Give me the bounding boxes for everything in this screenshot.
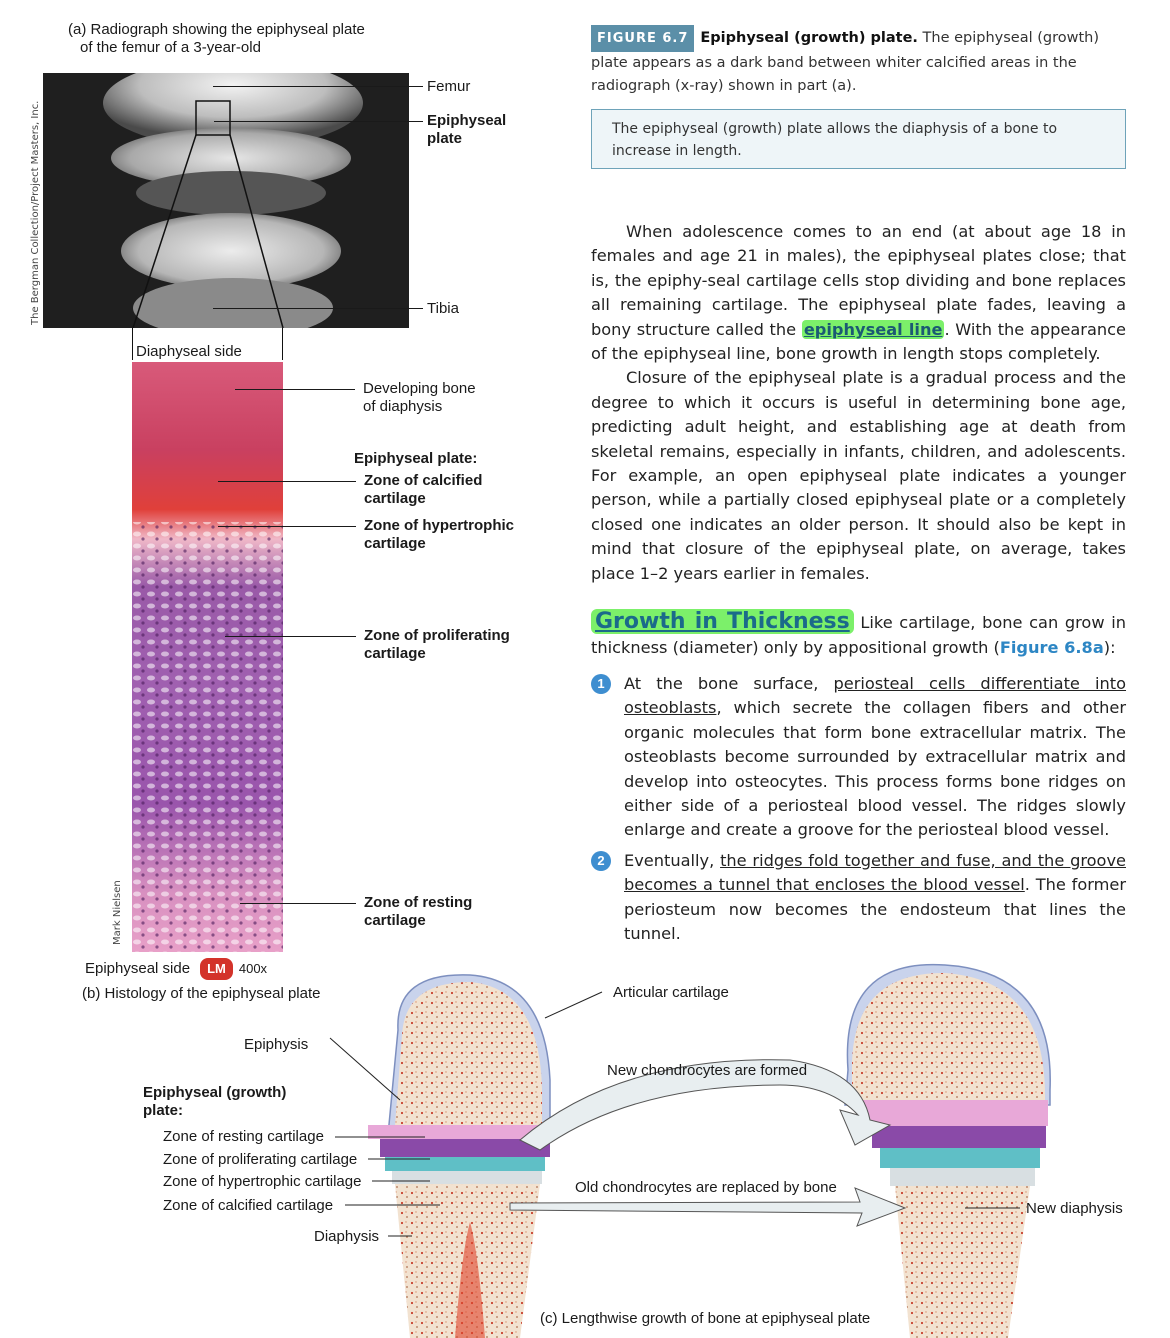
label-diaphysis: Diaphysis [314, 1228, 380, 1245]
label-zone-hypertrophic-cartilage: Zone of hypertrophic cartilage [163, 1173, 362, 1190]
figure-6-8a-link[interactable]: Figure 6.8a [999, 637, 1104, 657]
label-developing-bone-1: Developing bone [363, 380, 476, 397]
label-diaphyseal-side: Diaphyseal side [136, 343, 242, 360]
label-zone-proliferating-1: Zone of proliferating [364, 627, 510, 644]
step-2-badge: 2 [591, 851, 611, 871]
label-new-chondrocytes: New chondrocytes are formed [607, 1062, 808, 1079]
label-epiphyseal-plate-2: plate [427, 130, 463, 147]
p3-text-b: ): [1103, 637, 1116, 657]
key-concept-text: The epiphyseal (growth) plate allows the diaphysis of a bone to increase in length. [612, 121, 1058, 159]
label-growth-plate-2: plate: [143, 1102, 184, 1119]
label-zone-proliferating-cartilage: Zone of proliferating cartilage [163, 1151, 358, 1168]
label-zone-resting-cartilage: Zone of resting cartilage [163, 1128, 324, 1145]
bone-left [368, 975, 552, 1338]
p1-text-b: . With the appearance of the epiphyseal line, bone growth in length stops completely. [591, 319, 1126, 364]
figure-caption [591, 25, 1126, 98]
label-developing-bone-2: of diaphysis [363, 398, 443, 415]
panel-a-title-line2: of the femur of a 3-year-old [80, 39, 261, 56]
label-epiphyseal-plate-heading: Epiphyseal plate: [354, 450, 478, 467]
label-zone-proliferating-2: cartilage [364, 645, 426, 662]
paragraph-2: Closure of the epiphyseal plate is a gradual process and the degree to which it occurs is useful in determining bone age, predicting adult height, and establishing age at death from skeletal remains, especially in infants, children, and adolescents. For example, an open epiphyseal plate indicates a younger person, while a partially closed epiphyseal plate or a completely closed one indicates an older person. It should also be kept in mind that closure of the epiphyseal plate, on average, takes place 1–2 years earlier in females. [591, 368, 1126, 583]
item2-text-b: . The former periosteum now becomes the endosteum that lines the tunnel. [624, 875, 1126, 943]
key-concept-box [591, 109, 1126, 169]
label-femur: Femur [427, 78, 471, 95]
panel-b-caption: (b) Histology of the epiphyseal plate [82, 985, 321, 1002]
label-zone-resting-2: cartilage [364, 912, 426, 929]
label-zone-hypertrophic-2: cartilage [364, 535, 426, 552]
magnification: 400x [238, 961, 268, 976]
label-old-chondrocytes: Old chondrocytes are replaced by bone [575, 1179, 837, 1196]
panel-a-title-line1: (a) Radiograph showing the epiphyseal plate [68, 21, 365, 38]
step-1-badge: 1 [591, 674, 611, 694]
figure-caption-text: The epiphyseal (growth) plate appears as a dark band between whiter calcified areas in the radiograph (x-ray) shown in part (a). [591, 30, 1100, 94]
figure-title: Epiphyseal (growth) plate. [700, 30, 918, 46]
p1-text-a: When adolescence comes to an end (at about age 18 in females and age 21 in males), the epiphyseal plates close; that is, the epiphy-seal cartilage cells stop dividing and bone replaces all remaining cartilage. The epiphyseal plate fades, leaving a bony structure called the [591, 222, 1126, 339]
label-zone-calcified-cartilage: Zone of calcified cartilage [163, 1197, 334, 1214]
item2-text-a: Eventually, [624, 850, 721, 870]
histology-image [132, 362, 283, 952]
figure-tag: FIGURE 6.7 [591, 25, 694, 52]
label-tibia: Tibia [427, 300, 459, 317]
label-epiphysis: Epiphysis [244, 1036, 309, 1053]
paragraph-3 [591, 610, 1126, 660]
p3-text-a: Like cartilage, bone can grow in thickness (diameter) only by appositional growth ( [591, 613, 1126, 657]
label-growth-plate-1: Epiphyseal (growth) [143, 1084, 287, 1101]
label-epiphyseal-plate-1: Epiphyseal [427, 112, 507, 129]
heading-growth-in-thickness: Growth in Thickness [591, 609, 854, 634]
panel-c-caption: (c) Lengthwise growth of bone at epiphyseal plate [540, 1310, 871, 1327]
paragraph-1 [591, 220, 1126, 366]
term-epiphyseal-line[interactable]: epiphyseal line [803, 319, 943, 339]
radiograph-credit: The Bergman Collection/Project Masters, Inc. [30, 100, 41, 325]
label-zone-hypertrophic-1: Zone of hypertrophic [364, 517, 514, 534]
label-zone-calcified-1: Zone of calcified [364, 472, 483, 489]
label-zone-calcified-2: cartilage [364, 490, 426, 507]
item1-text-a: At the bone surface, [624, 673, 834, 693]
histology-credit: Mark Nielsen [112, 880, 123, 945]
label-zone-resting-1: Zone of resting [364, 894, 473, 911]
item2-underlined: the ridges fold together and fuse, and the groove becomes a tunnel that encloses the blood vessel [624, 850, 1126, 895]
label-epiphyseal-side: Epiphyseal side [85, 960, 191, 977]
body-text [591, 220, 1126, 946]
label-articular-cartilage: Articular cartilage [613, 984, 729, 1001]
item1-text-b: , which secrete the collagen fibers and other organic molecules that form bone extracellular matrix. The osteoblasts become surrounded by extracellular matrix and develop into osteocytes. This process forms bone ridges on either side of a periosteal blood vessel. The ridges slowly enlarge and create a groove for the periosteal blood vessel. [624, 698, 1126, 840]
bone-right [845, 965, 1050, 1338]
lm-badge: LM [200, 958, 233, 980]
radiograph-image [43, 73, 409, 328]
item1-underlined: periosteal cells differentiate into osteoblasts [624, 673, 1127, 718]
list-item-1 [591, 672, 1126, 843]
bone-growth-diagram [0, 960, 1170, 1338]
label-new-diaphysis: New diaphysis [1026, 1200, 1123, 1217]
list-item-2 [591, 849, 1126, 947]
